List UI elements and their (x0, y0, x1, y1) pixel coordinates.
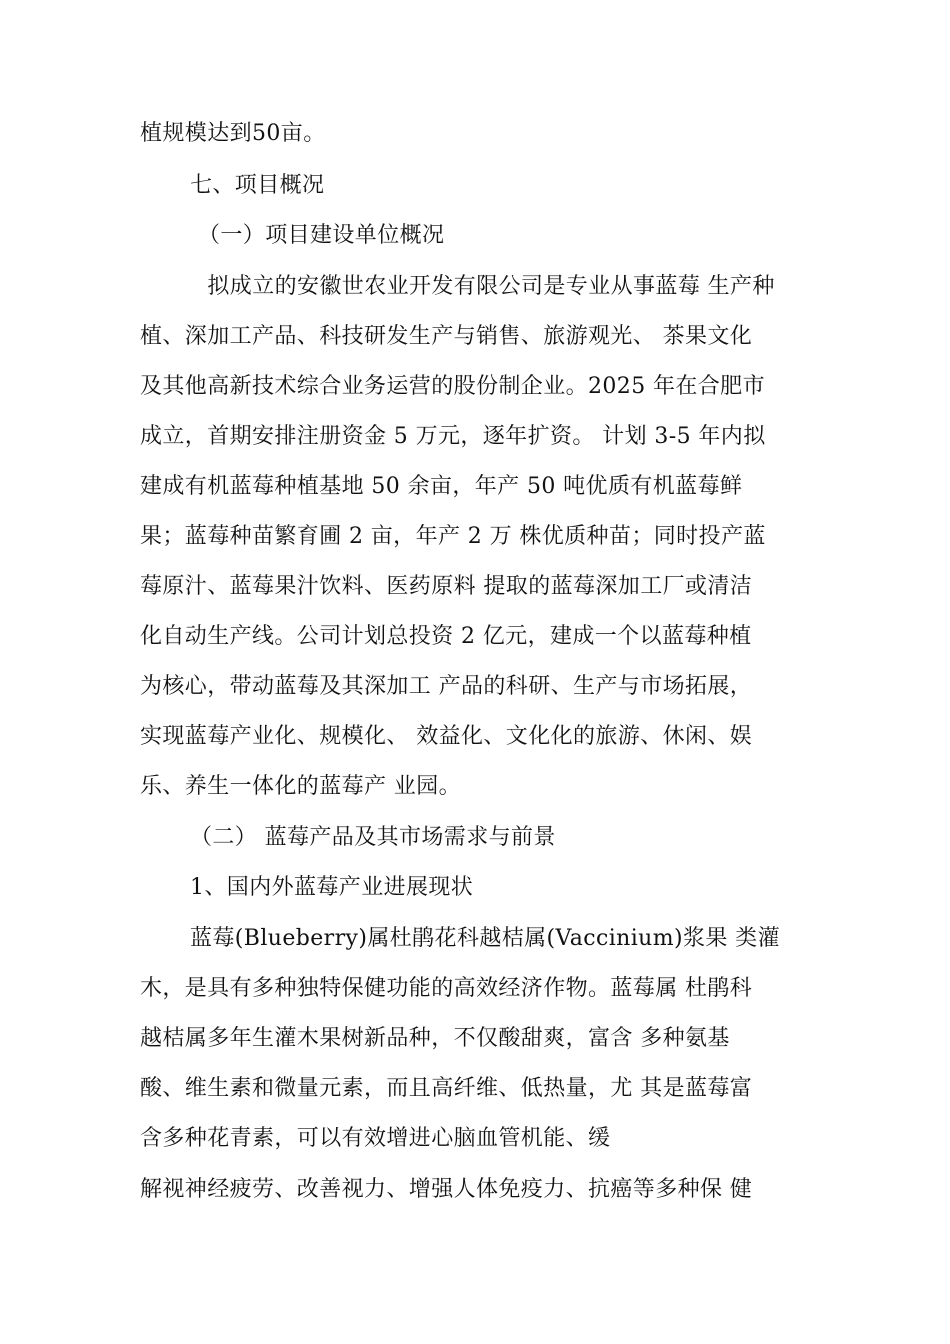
paragraph-line: 解视神经疲劳、改善视力、增强人体免疫力、抗癌等多种保 健 (140, 1177, 753, 1202)
paragraph-line: 及其他高新技术综合业务运营的股份制企业。2025 年在合肥市 (140, 374, 765, 399)
subsection-heading: （二） 蓝莓产品及其市场需求与前景 (190, 825, 556, 850)
paragraph-line: 含多种花青素，可以有效增进心脑血管机能、缓 (140, 1126, 611, 1151)
subsection-heading: 1、国内外蓝莓产业进展现状 (190, 875, 474, 900)
paragraph-line: 化自动生产线。公司计划总投资 2 亿元，建成一个以蓝莓种植 (140, 624, 752, 649)
paragraph-line: 拟成立的安徽世农业开发有限公司是专业从事蓝莓 生产种 (200, 274, 775, 299)
paragraph-line: 为核心，带动蓝莓及其深加工 产品的科研、生产与市场拓展， (140, 674, 753, 699)
subsection-heading: （一）项目建设单位概况 (198, 223, 445, 248)
paragraph-line: 成立，首期安排注册资金 5 万元，逐年扩资。 计划 3-5 年内拟 (140, 424, 766, 449)
paragraph-line: 蓝莓(Blueberry)属杜鹃花科越桔属(Vaccinium)浆果 类灌 (190, 926, 780, 951)
paragraph-line: 木，是具有多种独特保健功能的高效经济作物。蓝莓属 杜鹃科 (140, 976, 753, 1001)
paragraph-line: 实现蓝莓产业化、规模化、 效益化、文化化的旅游、休闲、娱 (140, 724, 753, 749)
section-heading: 七、项目概况 (190, 173, 325, 198)
paragraph-line: 越桔属多年生灌木果树新品种，不仅酸甜爽，富含 多种氨基 (140, 1026, 730, 1051)
paragraph-line: 莓原汁、蓝莓果汁饮料、医药原料 提取的蓝莓深加工厂或清洁 (140, 574, 753, 599)
paragraph-line: 建成有机蓝莓种植基地 50 余亩，年产 50 吨优质有机蓝莓鲜 (140, 474, 743, 499)
paragraph-line: 酸、维生素和微量元素，而且高纤维、低热量，尤 其是蓝莓富 (140, 1076, 753, 1101)
paragraph-line: 乐、养生一体化的蓝莓产 业园。 (140, 774, 461, 799)
paragraph-line: 植、深加工产品、科技研发生产与销售、旅游观光、 茶果文化 (140, 324, 753, 349)
paragraph-line: 果；蓝莓种苗繁育圃 2 亩，年产 2 万 株优质种苗；同时投产蓝 (140, 524, 766, 549)
paragraph-line: 植规模达到50亩。 (140, 121, 326, 146)
